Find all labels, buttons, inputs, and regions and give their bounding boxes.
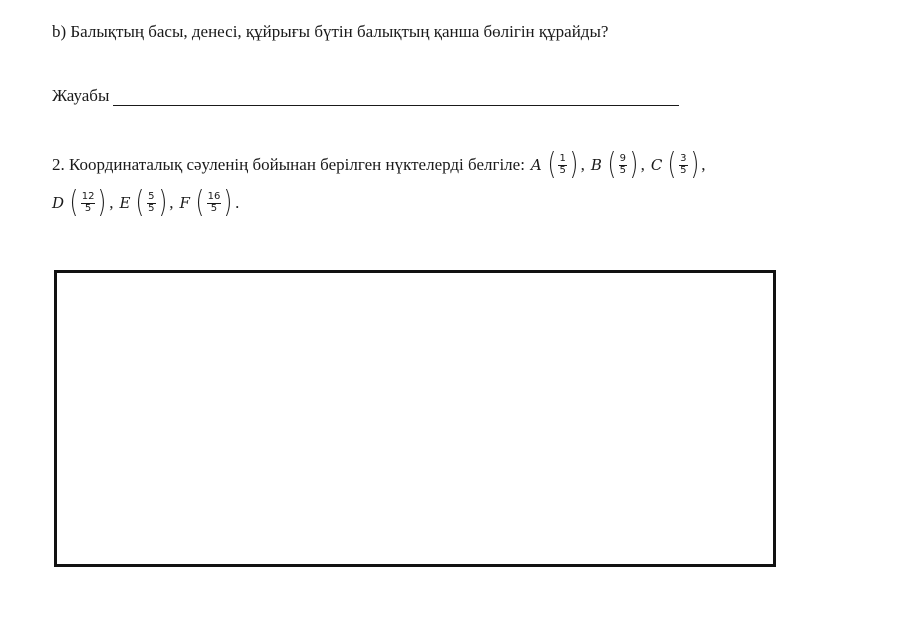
answer-drawing-box[interactable] <box>54 270 776 567</box>
fraction-numerator: 1 <box>559 153 566 164</box>
point-label: D <box>52 194 65 212</box>
right-paren: ) <box>97 185 107 220</box>
answer-blank-line[interactable] <box>113 87 679 106</box>
points-row-1 <box>525 147 706 182</box>
fraction-numerator: 16 <box>207 191 221 202</box>
fraction <box>558 154 566 176</box>
separator: . <box>235 193 240 212</box>
fraction <box>679 154 687 176</box>
fraction-numerator: 5 <box>148 191 155 202</box>
fraction-numerator: 9 <box>619 153 626 164</box>
fraction-numerator: 12 <box>81 191 95 202</box>
fraction <box>81 192 96 214</box>
answer-row <box>52 86 679 106</box>
left-paren: ( <box>69 185 79 220</box>
points-row-2 <box>52 185 240 220</box>
point-label: B <box>590 156 602 174</box>
left-paren: ( <box>547 147 557 182</box>
point-label: F <box>179 194 190 212</box>
right-paren: ) <box>689 147 699 182</box>
separator: , <box>169 193 174 212</box>
point-d <box>52 185 114 220</box>
answer-label: Жауабы <box>52 86 110 105</box>
right-paren: ) <box>629 147 639 182</box>
question-b-text: b) Балықтың басы, денесі, құйрығы бүтін балықтың қанша бөлігін құрайды? <box>52 22 609 41</box>
point-f <box>179 185 240 220</box>
fraction-denominator: 5 <box>210 202 218 214</box>
separator: , <box>109 193 114 212</box>
point-label: E <box>119 194 131 212</box>
separator: , <box>640 155 645 174</box>
left-paren: ( <box>667 147 677 182</box>
separator: , <box>580 155 585 174</box>
point-b <box>590 147 645 182</box>
point-c <box>650 147 706 182</box>
point-label: A <box>530 156 542 174</box>
right-paren: ) <box>223 185 233 220</box>
fraction-denominator: 5 <box>559 164 566 176</box>
fraction <box>619 154 627 176</box>
fraction-numerator: 3 <box>680 153 687 164</box>
fraction <box>207 192 222 214</box>
separator: , <box>701 155 706 174</box>
fraction <box>147 192 155 214</box>
point-e <box>119 185 174 220</box>
left-paren: ( <box>195 185 205 220</box>
question-2-text: 2. Координаталық сәуленің бойынан берілген нүктелерді белгіле: <box>52 155 525 174</box>
left-paren: ( <box>135 185 145 220</box>
point-label: C <box>650 156 663 174</box>
fraction-denominator: 5 <box>148 202 155 214</box>
right-paren: ) <box>157 185 167 220</box>
fraction-denominator: 5 <box>680 164 687 176</box>
question-2-row <box>52 147 706 182</box>
fraction-denominator: 5 <box>84 202 92 214</box>
left-paren: ( <box>607 147 617 182</box>
right-paren: ) <box>569 147 579 182</box>
point-a <box>530 147 585 182</box>
fraction-denominator: 5 <box>619 164 626 176</box>
